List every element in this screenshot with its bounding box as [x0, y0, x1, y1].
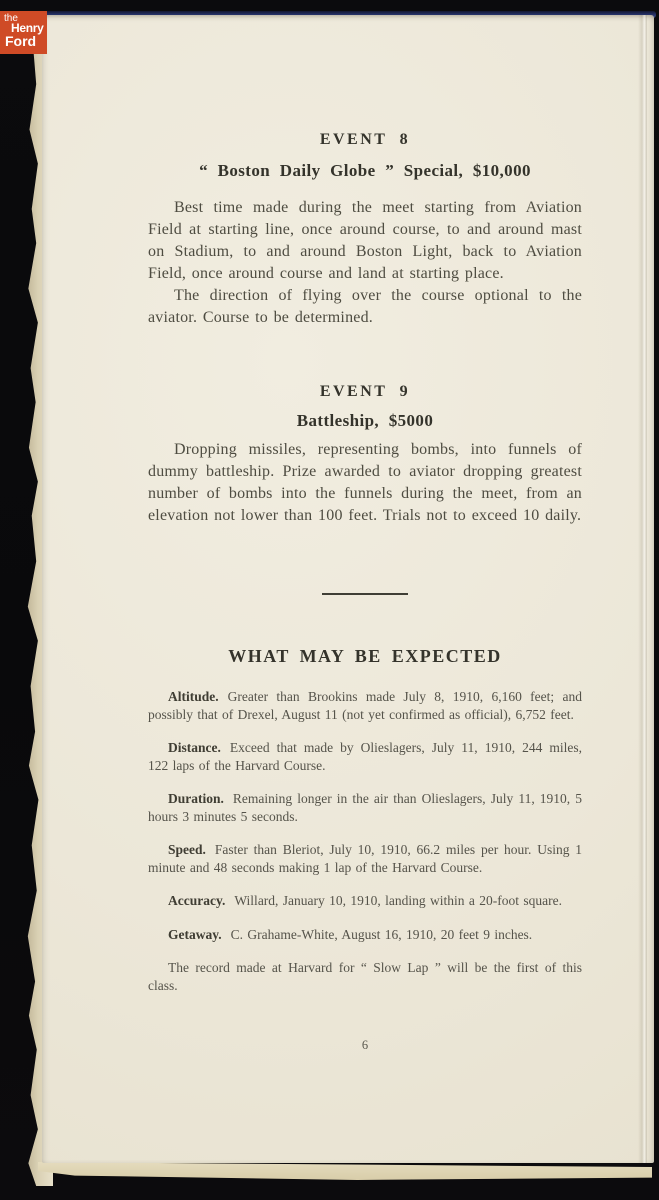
section-divider-rule — [322, 593, 408, 595]
page-right-crease — [638, 15, 647, 1163]
record-text: C. Grahame-White, August 16, 1910, 20 feet 9 inches. — [230, 926, 533, 942]
event-8-paragraph-1: Best time made during the meet starting from Aviation Field at starting line, once around course, to and around mast on Stadium, to and around Boston Light, back to Aviation Field, once around course and land at starting place. — [148, 199, 582, 282]
event-8-subtitle: “ Boston Daily Globe ” Special, $10,000 — [199, 161, 531, 180]
expected-section-heading: WHAT MAY BE EXPECTED — [228, 646, 502, 666]
closing-paragraph: The record made at Harvard for “ Slow Lap ” will be the first of this class. — [148, 960, 582, 993]
record-label: Duration. — [168, 791, 224, 806]
event-9-paragraph: Dropping missiles, representing bombs, into funnels of dummy battleship. Prize awarded to aviator dropping greatest number of bombs into the funnels during the meet, from an elevation not lower than 100 feet. Trials not to exceed 10 daily. — [148, 441, 582, 524]
record-label: Altitude. — [168, 689, 219, 704]
event-8-paragraph-2: The direction of flying over the course optional to the aviator. Course to be determined. — [148, 287, 582, 326]
expected-records-list — [148, 688, 582, 994]
record-text: Remaining longer in the air than Olieslagers, July 11, 1910, 5 hours 3 minutes 5 seconds. — [148, 791, 582, 824]
record-label: Accuracy. — [168, 893, 226, 908]
record-label: Speed. — [168, 842, 206, 857]
record-label: Distance. — [168, 740, 221, 755]
record-item — [148, 739, 582, 774]
event-8-description — [148, 197, 582, 329]
page-number: 6 — [361, 1038, 369, 1052]
record-item — [148, 688, 582, 723]
record-text: Greater than Brookins made July 8, 1910, 6,160 feet; and possibly that of Drexel, August 11 (not yet confirmed as official), 6,752 feet. — [148, 689, 582, 722]
event-9-subtitle: Battleship, $5000 — [296, 411, 434, 430]
henry-ford-logo-the: the — [4, 13, 18, 24]
record-item — [148, 926, 582, 944]
record-item — [148, 790, 582, 825]
henry-ford-logo — [0, 11, 47, 54]
record-item — [148, 892, 582, 910]
record-item — [148, 841, 582, 876]
event-9-description — [148, 439, 582, 527]
page-bottom-edge — [38, 1160, 652, 1180]
record-text: Faster than Bleriot, July 10, 1910, 66.2 miles per hour. Using 1 minute and 48 seconds making 1 lap of the Harvard Course. — [148, 842, 582, 875]
document-page — [42, 15, 654, 1163]
record-label: Getaway. — [168, 926, 222, 942]
event-9-heading: EVENT 9 — [319, 383, 411, 400]
record-text: Willard, January 10, 1910, landing within a 20-foot square. — [234, 893, 562, 908]
henry-ford-logo-ford: Ford — [5, 33, 37, 49]
henry-ford-logo-henry: Henry — [11, 21, 44, 35]
event-8-heading: EVENT 8 — [319, 131, 411, 148]
record-text: Exceed that made by Olieslagers, July 11, 1910, 244 miles, 122 laps of the Harvard Course. — [148, 740, 582, 773]
